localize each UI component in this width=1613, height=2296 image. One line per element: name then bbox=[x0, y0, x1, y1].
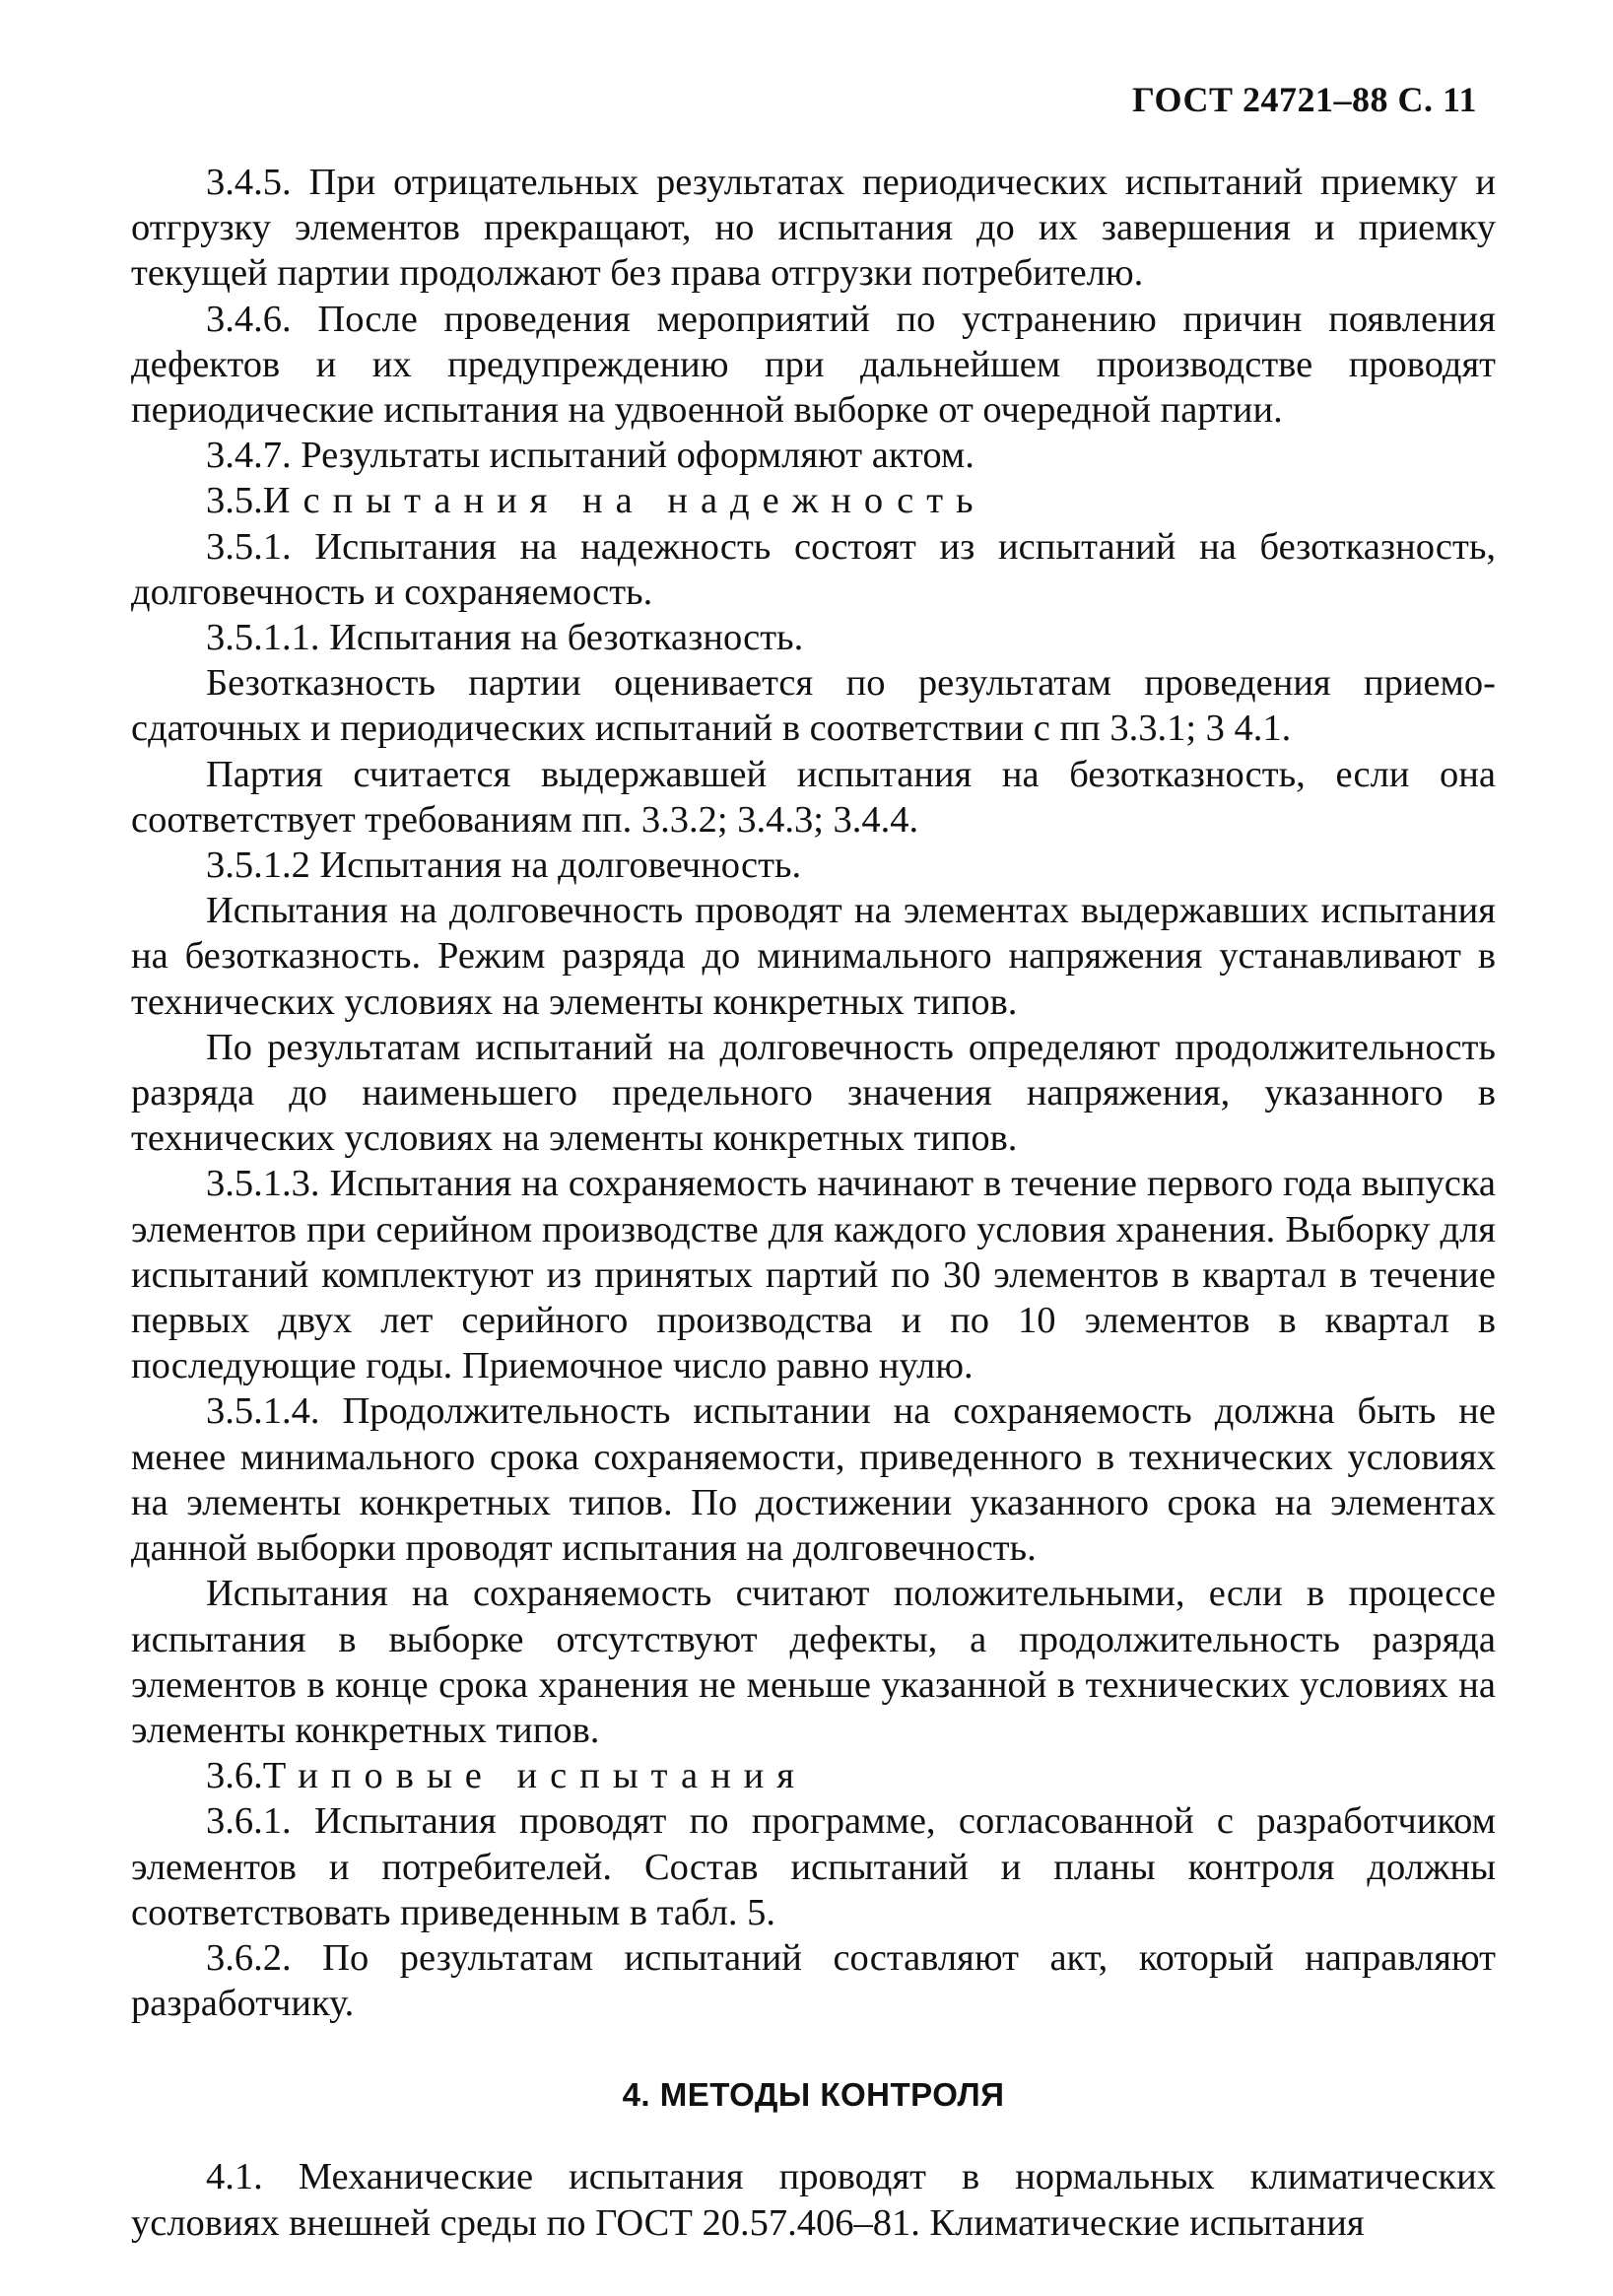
subsection-number: 3.5. bbox=[206, 480, 263, 522]
paragraph-3-4-7: 3.4.7. Результаты испытаний оформляют актом. bbox=[206, 435, 975, 477]
paragraph-3-5-1-4-a: Испытания на сохраняемость считают положительными, если в процессе испытания в выборке отсутствуют дефекты, а продолжительность разряда элементов в конце срока хранения не меньше указанной в технических условиях на элементы конкретных типов. bbox=[131, 1573, 1496, 1751]
paragraph-3-5-1-3: 3.5.1.3. Испытания на сохраняемость начинают в течение первого года выпуска элементов при серийном производстве для каждого условия хранения. Выборку для испытаний комплектуют из принятых партий по 30 элементов в квартал в течение первых двух лет серийного производства и по 10 элементов в квартал в последующие годы. Приемочное число равно нулю. bbox=[131, 1163, 1496, 1387]
paragraph-3-4-5: 3.4.5. При отрицательных результатах периодических испытаний приемку и отгрузку элементов прекращают, но испытания до их завершения и приемку текущей партии продолжают без права отгрузки потребителю. bbox=[131, 162, 1496, 295]
paragraph-3-6-2: 3.6.2. По результатам испытаний составляют акт, который направляют разработчику. bbox=[131, 1936, 1496, 2025]
paragraph-3-5-1-4: 3.5.1.4. Продолжительность испытании на сохраняемость должна быть не менее минимального срока сохраняемости, приведенного в технических условиях на элементы конкретных типов. По достижении указанного срока на элементах данной выборки проводят испытания на долговечность. bbox=[131, 1390, 1496, 1570]
paragraph-3-5-1-2-b: По результатам испытаний на долговечность определяют продолжительность разряда до наименьшего предельного значения напряжения, указанного в технических условиях на элементы конкретных типов. bbox=[131, 1026, 1496, 1160]
paragraph-3-5-1-1-a: Безотказность партии оценивается по результатам проведения приемо-сдаточных и периодических испытаний в соответствии с пп 3.3.1; 3 4.1. bbox=[131, 662, 1496, 750]
paragraph-3-4-6: 3.4.6. После проведения мероприятий по устранению причин появления дефектов и их предупреждению при дальнейшем производстве проводят периодические испытания на удвоенной выборке от очередной партии. bbox=[131, 298, 1496, 432]
page-header-doc-ref: ГОСТ 24721–88 С. 11 bbox=[1132, 80, 1477, 119]
document-body bbox=[131, 160, 1496, 2246]
subsection-number: 3.6. bbox=[206, 1755, 263, 1797]
paragraph-3-5-1-2-a: Испытания на долговечность проводят на элементах выдержавших испытания на безотказность. Режим разряда до минимального напряжения устанавливают в технических условиях на элементы конкретных типов. bbox=[131, 890, 1496, 1023]
subsection-title: Типовые испытания bbox=[262, 1755, 807, 1797]
section-title-4: 4. МЕТОДЫ КОНТРОЛЯ bbox=[622, 2076, 1005, 2114]
subsection-heading-3-6 bbox=[131, 1753, 1496, 1798]
paragraph-3-5-1-1: 3.5.1.1. Испытания на безотказность. bbox=[206, 617, 804, 659]
paragraph-3-6-1: 3.6.1. Испытания проводят по программе, согласованной с разработчиком элементов и потребителей. Состав испытаний и планы контроля должны соответствовать приведенным в табл. 5. bbox=[131, 1800, 1496, 1933]
paragraph-3-5-1: 3.5.1. Испытания на надежность состоят из испытаний на безотказность, долговечность и сохраняемость. bbox=[131, 525, 1496, 613]
subsection-title: Испытания на надежность bbox=[262, 480, 986, 522]
subsection-heading-3-5 bbox=[131, 478, 1496, 523]
paragraph-3-5-1-1-b: Партия считается выдержавшей испытания на безотказность, если она соответствует требованиям пп. 3.3.2; 3.4.3; 3.4.4. bbox=[131, 753, 1496, 841]
paragraph-3-5-1-2: 3.5.1.2 Испытания на долговечность. bbox=[206, 844, 802, 887]
paragraph-4-1: 4.1. Механические испытания проводят в нормальных климатических условиях внешней среды по ГОСТ 20.57.406–81. Климатические испытания bbox=[131, 2156, 1496, 2244]
